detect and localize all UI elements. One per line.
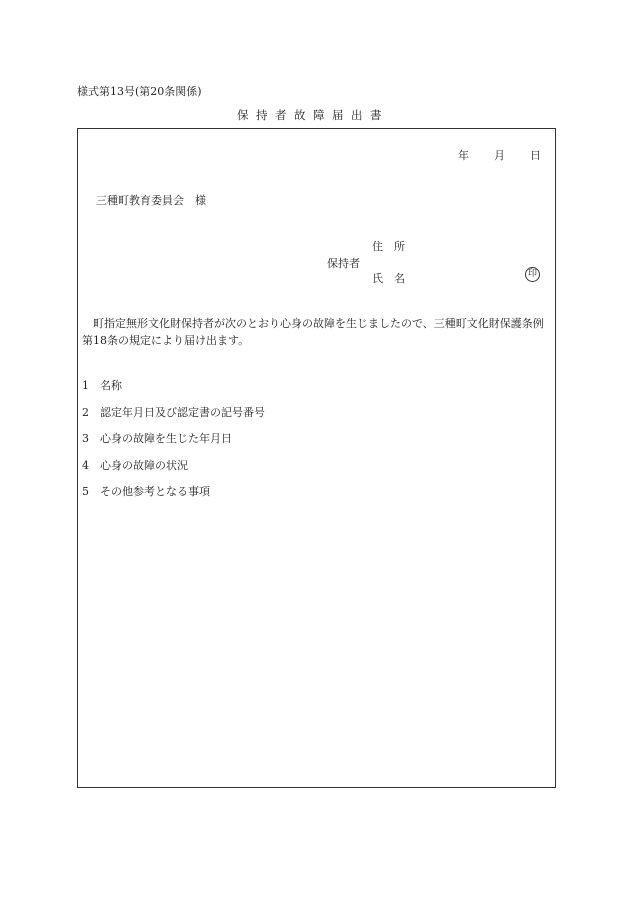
list-item [82, 430, 265, 457]
holder-label: 保持者 [327, 257, 360, 270]
form-number: 様式第13号(第20条関係) [77, 85, 202, 98]
date-month-label: 月 [494, 149, 505, 162]
item-label: 名称 [100, 379, 122, 392]
item-number: 1 [82, 379, 89, 392]
date-day-label: 日 [530, 149, 541, 162]
item-list [82, 377, 265, 510]
addressee: 三種町教育委員会 様 [96, 194, 206, 207]
document-title: 保持者故障届出書 [237, 108, 389, 122]
item-number: 3 [82, 432, 89, 446]
body-text: 町指定無形文化財保持者が次のとおり心身の故障を生じましたので、三種町文化財保護条例第18条の規定により届け出ます。 [82, 317, 544, 347]
list-item [82, 483, 265, 510]
date-year-label: 年 [458, 149, 469, 162]
list-item [82, 404, 265, 431]
item-number: 5 [82, 485, 89, 499]
item-number: 2 [82, 405, 89, 419]
item-number: 4 [82, 458, 89, 472]
list-item [82, 457, 265, 484]
item-label: 心身の故障の状況 [100, 458, 188, 472]
name-label: 氏名 [372, 272, 416, 285]
item-label: その他参考となる事項 [100, 485, 210, 499]
seal-mark: 印 [525, 267, 540, 282]
item-label: 認定年月日及び認定書の記号番号 [100, 405, 265, 419]
item-label: 心身の故障を生じた年月日 [100, 432, 232, 446]
form-frame [77, 128, 556, 788]
list-item [82, 377, 265, 404]
address-label: 住所 [372, 240, 416, 253]
